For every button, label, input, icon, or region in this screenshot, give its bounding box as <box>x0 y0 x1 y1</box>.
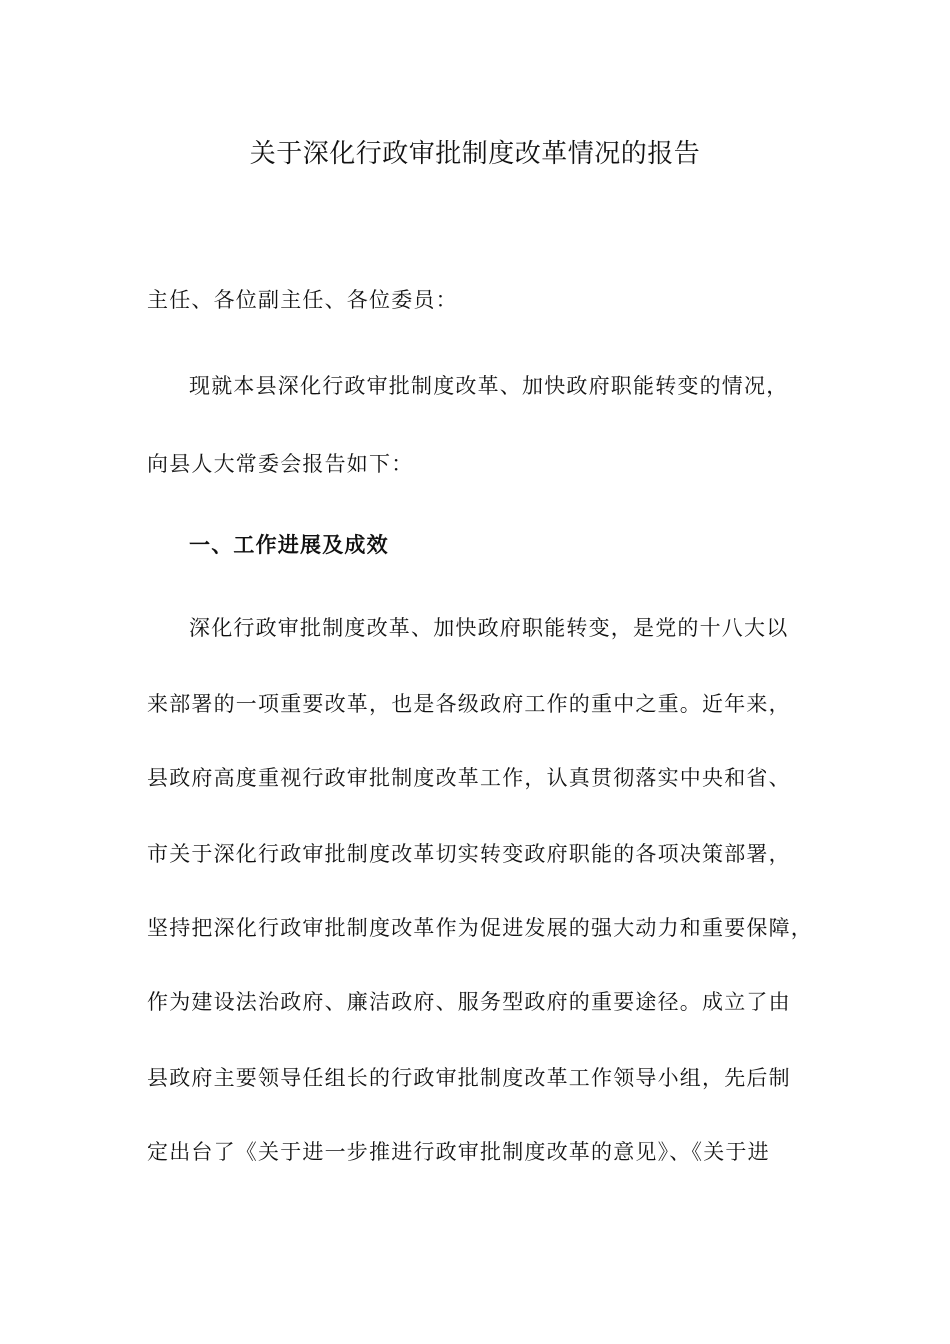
body-line-3: 县政府高度重视行政审批制度改革工作，认真贯彻落实中央和省、 <box>147 766 791 790</box>
body-line-4: 市关于深化行政审批制度改革切实转变政府职能的各项决策部署， <box>147 842 791 866</box>
body-line-2: 来部署的一项重要改革，也是各级政府工作的重中之重。近年来， <box>147 692 791 716</box>
intro-line-1: 现就本县深化行政审批制度改革、加快政府职能转变的情况， <box>189 374 789 398</box>
salutation: 主任、各位副主任、各位委员： <box>147 288 458 312</box>
body-line-1: 深化行政审批制度改革、加快政府职能转变，是党的十八大以 <box>189 616 789 640</box>
intro-line-2: 向县人大常委会报告如下： <box>147 452 414 476</box>
body-line-7: 县政府主要领导任组长的行政审批制度改革工作领导小组，先后制 <box>147 1066 791 1090</box>
body-line-8: 定出台了《关于进一步推进行政审批制度改革的意见》、《关于进 <box>147 1140 770 1164</box>
section-heading: 一、工作进展及成效 <box>189 533 389 557</box>
document-title: 关于深化行政审批制度改革情况的报告 <box>249 139 701 169</box>
body-line-5: 坚持把深化行政审批制度改革作为促进发展的强大动力和重要保障， <box>147 916 813 940</box>
body-line-6: 作为建设法治政府、廉洁政府、服务型政府的重要途径。成立了由 <box>147 990 791 1014</box>
